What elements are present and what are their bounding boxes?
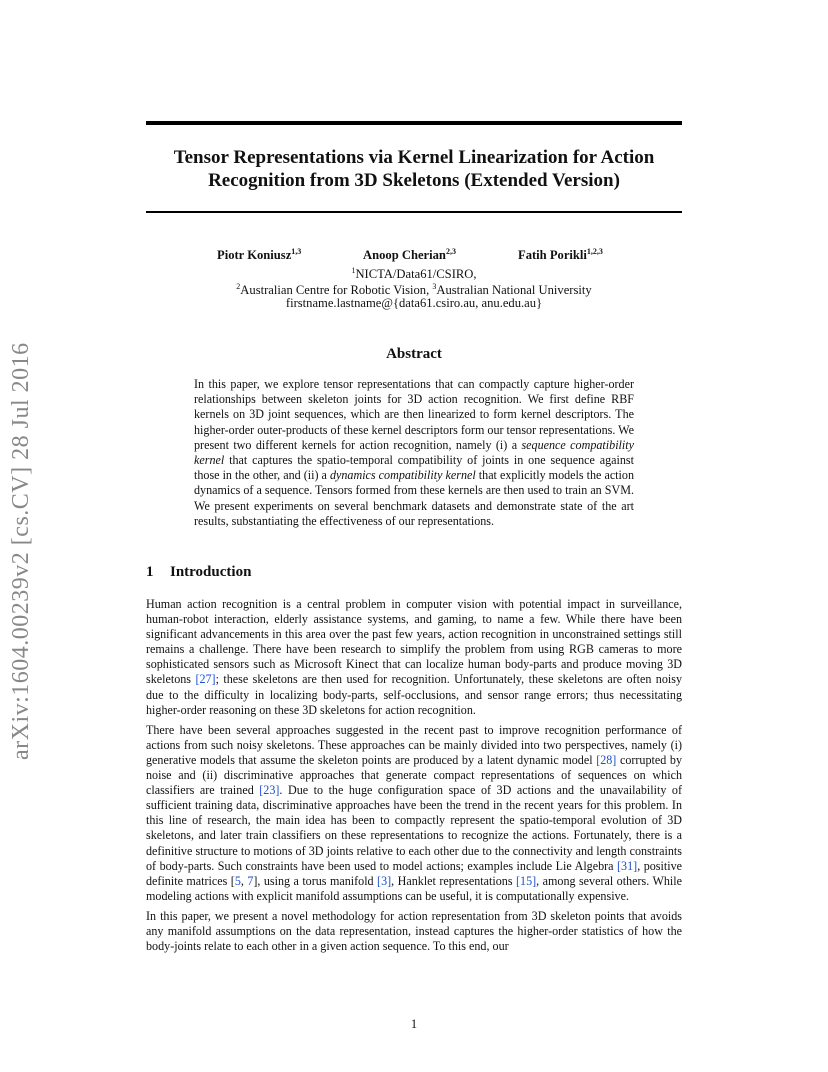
page-number: 1 bbox=[410, 1017, 418, 1031]
citation-link[interactable]: [3] bbox=[377, 873, 392, 888]
abstract-heading: Abstract bbox=[386, 346, 442, 362]
citation-link[interactable]: [31] bbox=[617, 858, 638, 873]
introduction-body bbox=[146, 597, 682, 959]
citation-link[interactable]: [23] bbox=[259, 783, 280, 798]
arxiv-stamp: arXiv:1604.00239v2 [cs.CV] 28 Jul 2016 bbox=[8, 342, 34, 760]
author-1: Piotr Koniusz$^{1,3}$ bbox=[217, 247, 302, 263]
author-email: firstname.lastname@{data61.csiro.au, anu.edu.au} bbox=[285, 296, 543, 310]
author-3: Fatih Porikli$^{1,2,3}$ bbox=[518, 247, 603, 263]
affiliation-line-2: $^2$Australian Centre for Robotic Vision, $^3$Australian National University bbox=[236, 282, 592, 298]
intro-paragraph-2: There have been several approaches suggested in the recent past to improve recognition performance of actions from such noisy skeletons. These approaches can be mainly divided into two perspectives, namely (i) generative models that assume the skeleton points are produced by a latent dynamic model [28] corrupted by noise and (ii) discriminative approaches that generate compact representations of sequences on which classifiers are trained [23]. Due to the huge configuration space of 3D actions and the unavailability of sufficient training data, discriminative approaches have been the trend in the recent years for this problem. In this line of research, the main idea has been to compactly represent the spatio-temporal evolution of 3D skeletons, and later train classifiers on these representations to recognize the actions. Fortunately, there is a definitive structure to motions of 3D joints relative to each other due to the connectivity and length constraints of body-parts. Such constraints have been used to model actions; examples include Lie Algebra [31], positive definite matrices [5, 7], using a torus manifold [3], Hanklet representations [15], among several others. While modeling actions with explicit manifold assumptions can be useful, it is computationally expensive. bbox=[146, 722, 683, 903]
section-heading: 1 Introduction bbox=[146, 564, 252, 580]
citation-link[interactable]: [28] bbox=[596, 752, 617, 767]
citation-link[interactable]: 5 bbox=[234, 873, 241, 888]
title-rule-top bbox=[146, 121, 682, 125]
paper-title bbox=[146, 146, 682, 192]
title-rule-bottom bbox=[146, 211, 682, 213]
title-line-2: Recognition from 3D Skeletons (Extended Version) bbox=[208, 170, 620, 191]
citation-link[interactable]: 7 bbox=[247, 873, 254, 888]
abstract-emphasis-1: sequence compatibility kernel bbox=[194, 437, 634, 468]
title-line-1: Tensor Representations via Kernel Linearization for Action bbox=[173, 147, 655, 168]
intro-paragraph-1: Human action recognition is a central problem in computer vision with potential impact in surveillance, human-robot interaction, elderly assistance systems, and gaming, to name a few. While there have been significant advancements in this area over the past few years, action recognition in unconstrained settings still remains a challenge. There have been research to simplify the problem from using RGB cameras to more sophisticated sensors such as Microsoft Kinect that can localize human body-parts and produce moving 3D skeletons [27]; these skeletons are then used for recognition. Unfortunately, these skeletons are often noisy due to the difficulty in localizing body-parts, self-occlusions, and sensor range errors; thus necessitating higher-order reasoning on these 3D skeletons for action recognition. bbox=[146, 597, 682, 717]
author-2: Anoop Cherian$^{2,3}$ bbox=[363, 247, 456, 263]
abstract-emphasis-2: dynamics compatibility kernel bbox=[329, 468, 476, 483]
intro-paragraph-3: In this paper, we present a novel methodology for action representation from 3D skeleton points that avoids any manifold assumptions on the data representation, instead captures the higher-order statistics of how the body-joints relate to each other in a given action sequence. To this end, our bbox=[146, 908, 682, 954]
citation-link[interactable]: [27] bbox=[195, 672, 216, 687]
abstract-text: In this paper, we explore tensor representations that can compactly capture higher-order relationships between skeleton joints for 3D action recognition. We first define RBF kernels on 3D joint sequences, which are then linearized to form kernel descriptors. The higher-order outer-products of these kernel descriptors form our tensor representations. We present two different kernels for action recognition, namely (i) a sequence compatibility kernel that captures the spatio-temporal compatibility of joints in one sequence against those in the other, and (ii) a dynamics compatibility kernel that explicitly models the action dynamics of a sequence. Tensors formed from these kernels are then used to train an SVM. We present experiments on several benchmark datasets and demonstrate state of the art results, substantiating the effectiveness of our representations. bbox=[194, 377, 634, 528]
citation-link[interactable]: [15] bbox=[516, 873, 537, 888]
affiliation-line-1: $^1$NICTA/Data61/CSIRO, bbox=[351, 266, 477, 282]
